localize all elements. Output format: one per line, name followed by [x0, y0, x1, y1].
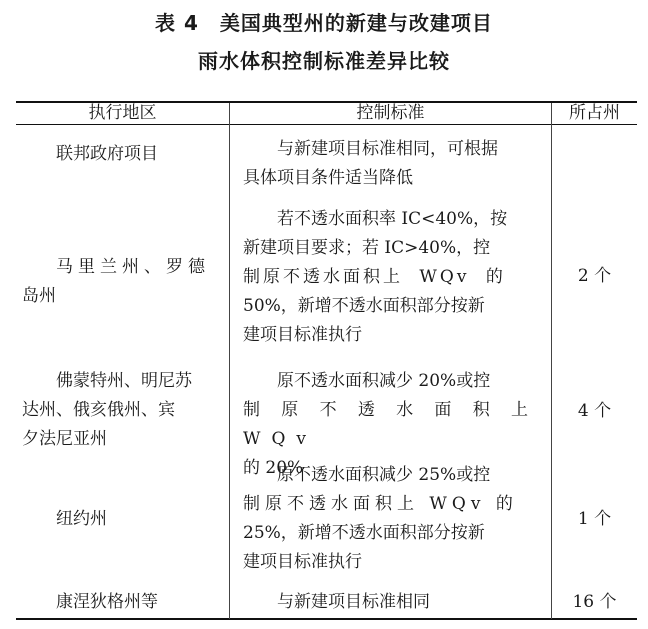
- row4-standard-line: 原不透水面积减少 25%或控: [277, 465, 491, 485]
- row3-region-line: 达州、俄亥俄州、宾: [22, 400, 175, 420]
- row5-standard-line: 与新建项目标准相同: [277, 592, 430, 612]
- row3-region-line: 夕法尼亚州: [22, 429, 107, 449]
- row2-standard-line: 建项目标准执行: [243, 325, 362, 345]
- row5-region: 康涅狄格州等: [56, 592, 158, 612]
- row2-count: 2 个: [577, 266, 612, 286]
- row2-standard: [243, 205, 539, 350]
- row4-standard-line: 建项目标准执行: [243, 552, 362, 572]
- column-divider-1: [229, 103, 230, 619]
- row3-count: 4 个: [577, 401, 612, 421]
- row2-standard-line: 50%，新增不透水面积部分按新: [243, 296, 485, 316]
- header-rule: [16, 124, 637, 125]
- row5-standard: [243, 588, 539, 617]
- row2-standard-line: 新建项目要求；若 IC>40%，控: [243, 238, 491, 258]
- row4-standard: [243, 461, 539, 577]
- header-region: 执行地区: [88, 103, 157, 123]
- bottom-rule: [16, 618, 637, 620]
- row3-standard-line: 原不透水面积减少 20%或控: [277, 371, 491, 391]
- row3-region-line: 佛蒙特州、明尼苏: [56, 371, 192, 391]
- row1-standard: [243, 135, 539, 193]
- header-standard: 控制标准: [356, 103, 425, 123]
- row3-region: [22, 367, 222, 454]
- row4-region: 纽约州: [56, 509, 107, 529]
- table-title-line1: 表 4 美国典型州的新建与改建项目: [155, 11, 493, 35]
- row1-standard-line: 具体项目条件适当降低: [243, 168, 413, 188]
- row2-region-line: 岛州: [22, 286, 56, 306]
- row4-standard-line: 25%，新增不透水面积部分按新: [243, 523, 485, 543]
- row4-count: 1 个: [577, 509, 612, 529]
- row3-standard-line: 制原不透水面积上 WQv: [243, 400, 539, 449]
- row2-standard-line: 若不透水面积率 IC<40%，按: [277, 209, 508, 229]
- column-divider-2: [551, 103, 552, 619]
- header-count: 所占州: [569, 103, 620, 123]
- row2-region-line: 马里兰州、罗德: [56, 257, 210, 277]
- row4-standard-line: 制原不透水面积上 WQv 的: [243, 494, 518, 514]
- row2-region: [22, 253, 222, 311]
- table-title-line2: 雨水体积控制标准差异比较: [198, 49, 450, 73]
- row5-count: 16 个: [572, 592, 617, 612]
- row1-standard-line: 与新建项目标准相同，可根据: [277, 139, 498, 159]
- row2-standard-line: 制原不透水面积上 WQv 的: [243, 267, 506, 287]
- row1-region: 联邦政府项目: [56, 144, 158, 164]
- row3-standard-line: 的 20%: [243, 458, 304, 478]
